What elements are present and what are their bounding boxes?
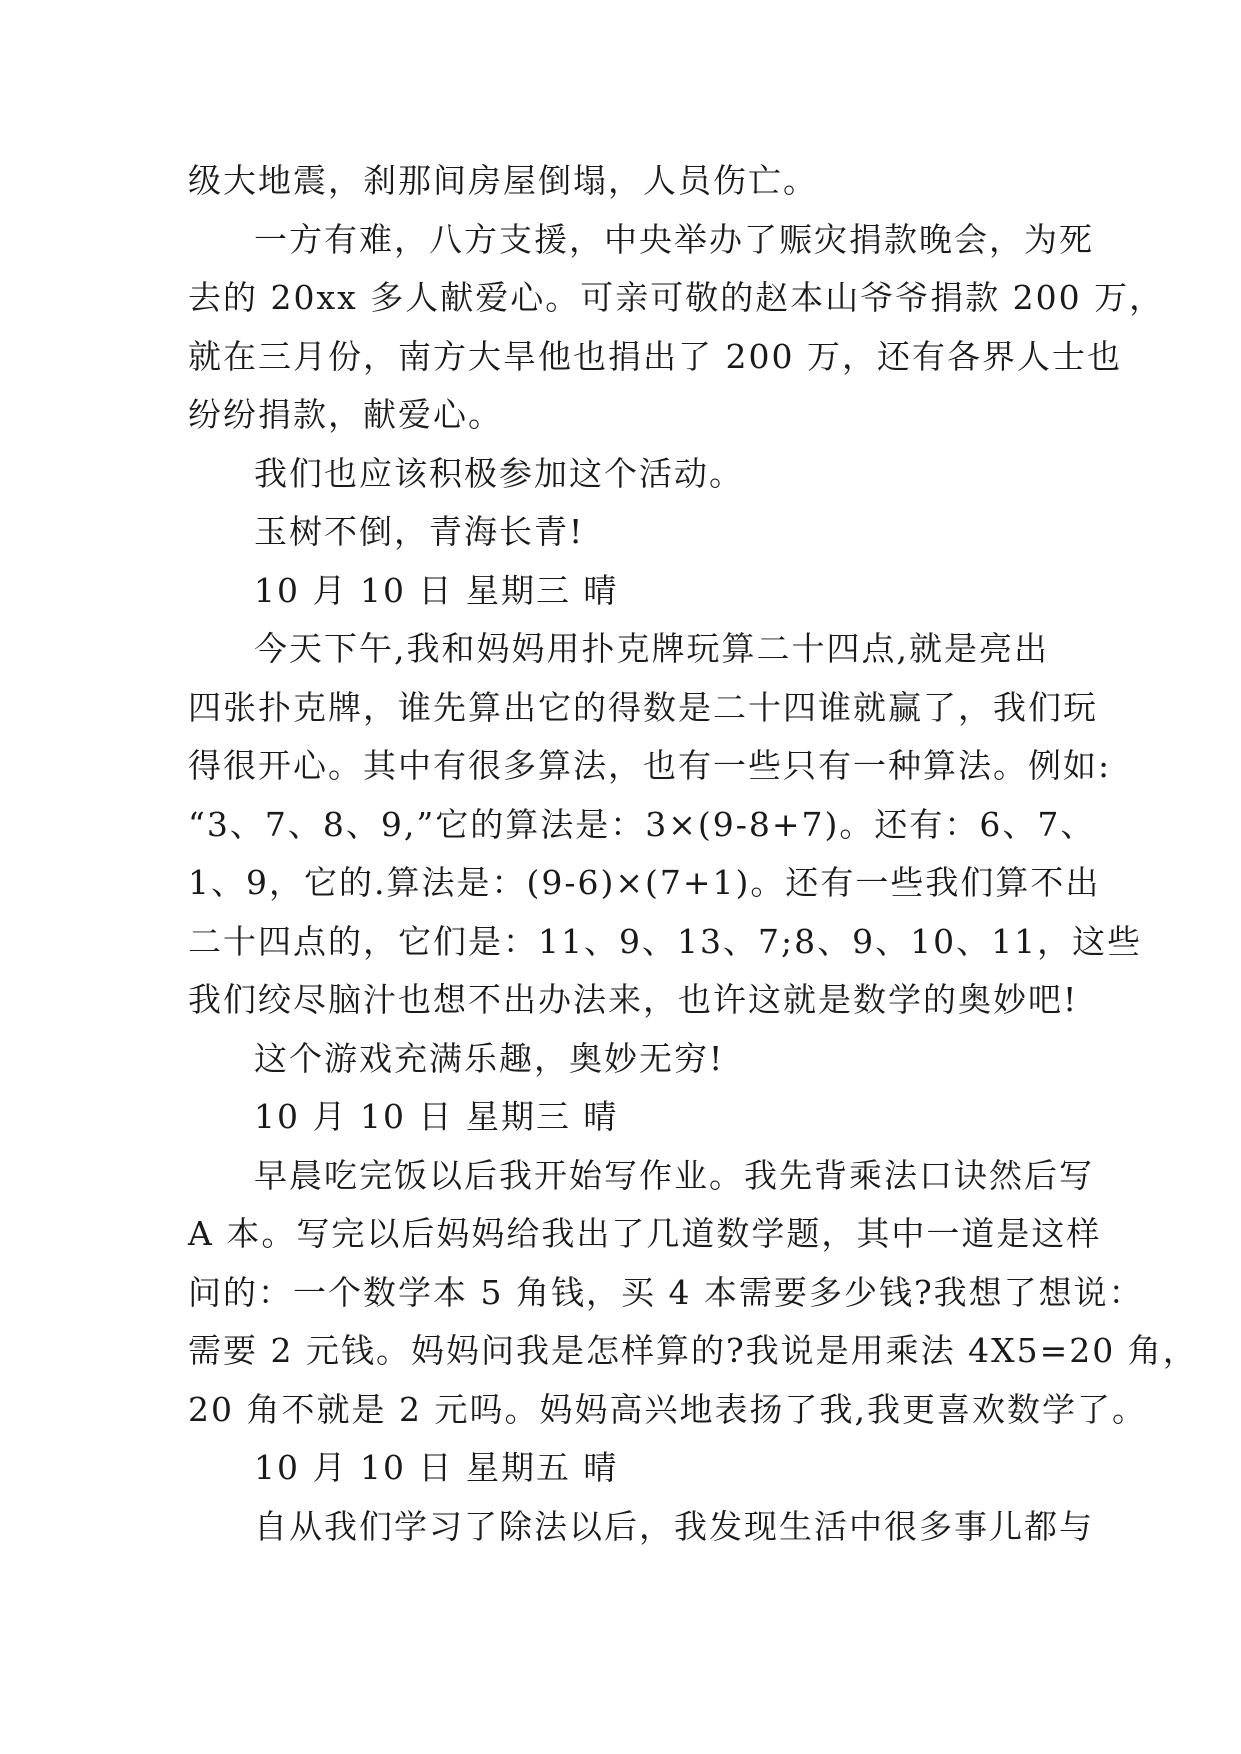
text-line: A 本。写完以后妈妈给我出了几道数学题，其中一道是这样 [188,1214,1102,1253]
text-line: 二十四点的，它们是：11、9、13、7;8、9、10、11，这些 [188,921,1143,961]
date-heading: 10 月 10 日 星期三 晴 [254,570,619,610]
text-line: 就在三月份，南方大旱他也捐出了 200 万，还有各界人士也 [188,336,1122,376]
text-line: 今天下午,我和妈妈用扑克牌玩算二十四点,就是亮出 [254,629,1049,668]
text-line: 需要 2 元钱。妈妈问我是怎样算的?我说是用乘法 4X5=20 角， [188,1331,1198,1370]
text-line: 四张扑克牌，谁先算出它的得数是二十四谁就赢了，我们玩 [188,687,1098,727]
text-line: 20 角不就是 2 元吗。妈妈高兴地表扬了我,我更喜欢数学了。 [188,1389,1147,1429]
text-line: 早晨吃完饭以后我开始写作业。我先背乘法口诀然后写 [254,1155,1094,1195]
text-line: 去的 20xx 多人献爱心。可亲可敬的赵本山爷爷捐款 200 万， [188,278,1165,317]
document-body [188,152,1198,1556]
text-line: 1、9，它的.算法是：(9-6)×(7+1)。还有一些我们算不出 [188,863,1101,902]
text-line: 我们绞尽脑汁也想不出办法来，也许这就是数学的奥妙吧! [188,980,1079,1019]
text-line: 级大地震，刹那间房屋倒塌，人员伤亡。 [188,161,818,200]
date-heading: 10 月 10 日 星期三 晴 [254,1097,619,1136]
text-line: 这个游戏充满乐趣，奥妙无穷! [254,1038,725,1078]
text-line: 纷纷捐款，献爱心。 [188,395,503,434]
text-line: “3、7、8、9,”它的算法是：3×(9-8+7)。还有：6、7、 [188,804,1096,844]
date-heading: 10 月 10 日 星期五 晴 [254,1448,619,1487]
text-line: 得很开心。其中有很多算法，也有一些只有一种算法。例如: [188,746,1112,785]
text-line: 一方有难，八方支援，中央举办了赈灾捐款晚会，为死 [254,219,1094,259]
text-line: 我们也应该积极参加这个活动。 [254,453,744,493]
text-line: 问的：一个数学本 5 角钱，买 4 本需要多少钱?我想了想说： [188,1272,1144,1312]
text-line: 自从我们学习了除法以后，我发现生活中很多事儿都与 [254,1506,1094,1546]
text-line: 玉树不倒，青海长青! [254,512,585,551]
